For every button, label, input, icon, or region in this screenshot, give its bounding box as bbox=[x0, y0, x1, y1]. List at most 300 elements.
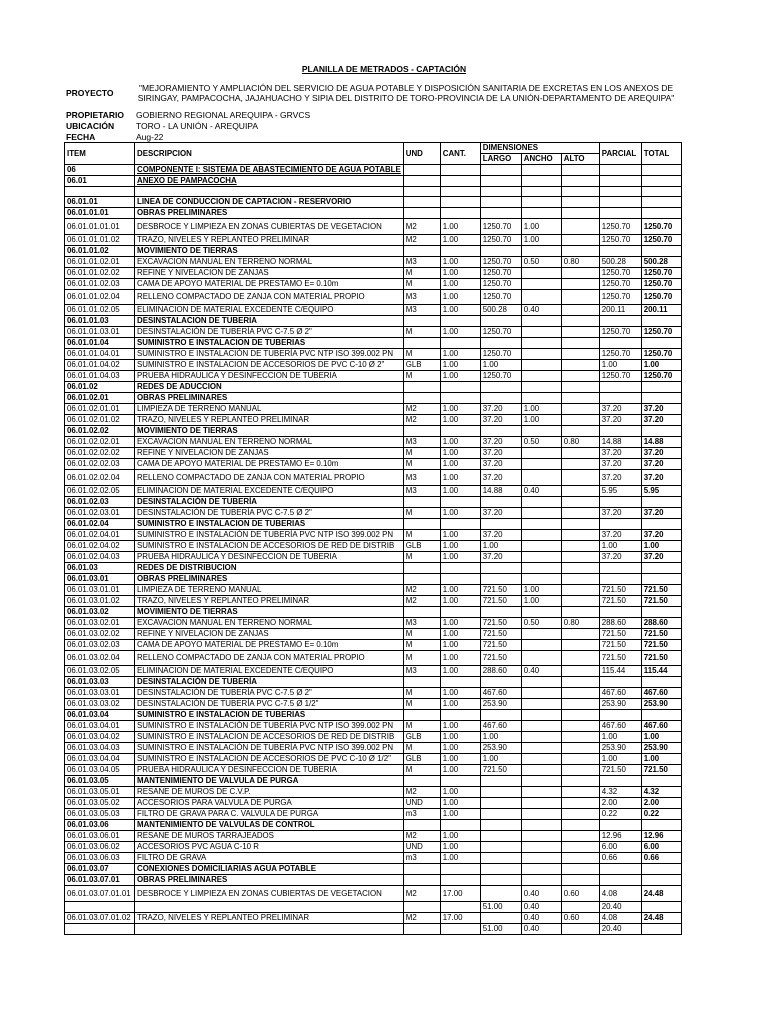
cell-parcial: 1.00 bbox=[599, 540, 641, 551]
cell-und: M2 bbox=[403, 886, 440, 902]
cell-total: 37.20 bbox=[641, 448, 681, 459]
cell-descripcion: RESANE DE MUROS DE C.V.P. bbox=[135, 787, 404, 798]
cell-ancho: 0.50 bbox=[521, 617, 561, 628]
cell-largo: 1.00 bbox=[480, 732, 521, 743]
cell-cant bbox=[440, 393, 480, 404]
cell-parcial bbox=[599, 606, 641, 617]
cell-parcial: 1250.70 bbox=[599, 371, 641, 382]
cell-ancho bbox=[521, 699, 561, 710]
cell-item: 06.01.02.02 bbox=[65, 426, 135, 437]
cell-alto bbox=[561, 197, 599, 208]
cell-cant: 1.00 bbox=[440, 371, 480, 382]
sheet-title: PLANILLA DE METRADOS - CAPTACIÓN bbox=[301, 64, 467, 74]
cell-cant bbox=[440, 573, 480, 584]
cell-largo bbox=[480, 875, 521, 886]
cell-und: M bbox=[403, 529, 440, 540]
cell-descripcion: ACCESORIOS PVC AGUA C-10 R bbox=[135, 842, 404, 853]
cell-parcial: 37.20 bbox=[599, 551, 641, 562]
cell-parcial bbox=[599, 208, 641, 219]
cell-und bbox=[403, 496, 440, 507]
cell-ancho bbox=[521, 639, 561, 650]
cell-largo: 1250.70 bbox=[480, 219, 521, 235]
cell-und: M bbox=[403, 349, 440, 360]
proyecto-line-2: SIRINGAY, PAMPACOCHA, JAJAHUACHO Y SIPIA DEL DISTRITO DE TORO-PROVINCIA DE LA UNIÓN-DEPARTAMENTO DE AREQUIPA" bbox=[137, 93, 675, 103]
cell-parcial: 37.20 bbox=[599, 404, 641, 415]
col-dimensiones: DIMENSIONES bbox=[480, 143, 599, 154]
cell-ancho bbox=[521, 732, 561, 743]
cell-item: 06.01.02.01.01 bbox=[65, 404, 135, 415]
cell-parcial: 721.50 bbox=[599, 650, 641, 666]
cell-parcial bbox=[599, 573, 641, 584]
cell-parcial: 37.20 bbox=[599, 470, 641, 486]
cell-item: 06.01.02.04 bbox=[65, 518, 135, 529]
cell-parcial: 4.32 bbox=[599, 787, 641, 798]
cell-item: 06.01.03.04.04 bbox=[65, 754, 135, 765]
cell-cant bbox=[440, 382, 480, 393]
cell-ancho bbox=[521, 349, 561, 360]
cell-parcial bbox=[599, 677, 641, 688]
cell-alto bbox=[561, 820, 599, 831]
cell-largo bbox=[480, 798, 521, 809]
cell-und: M bbox=[403, 448, 440, 459]
cell-item: 06.01.03.03.02 bbox=[65, 699, 135, 710]
cell-total: 200.11 bbox=[641, 305, 681, 316]
table-row bbox=[65, 562, 682, 573]
cell-und: M bbox=[403, 699, 440, 710]
table-row bbox=[65, 787, 682, 798]
cell-parcial: 721.50 bbox=[599, 628, 641, 639]
cell-ancho bbox=[521, 316, 561, 327]
cell-parcial: 0.66 bbox=[599, 853, 641, 864]
cell-largo: 500.28 bbox=[480, 305, 521, 316]
cell-ancho bbox=[521, 562, 561, 573]
cell-item: 06.01.03.04 bbox=[65, 710, 135, 721]
cell-largo: 37.20 bbox=[480, 529, 521, 540]
cell-item: 06.01.03.02.02 bbox=[65, 628, 135, 639]
cell-total bbox=[641, 776, 681, 787]
cell-cant bbox=[440, 316, 480, 327]
cell-cant: 1.00 bbox=[440, 584, 480, 595]
table-row bbox=[65, 338, 682, 349]
cell-descripcion: REFINE Y NIVELACION DE ZANJAS bbox=[135, 628, 404, 639]
cell-total: 37.20 bbox=[641, 470, 681, 486]
cell-parcial bbox=[599, 382, 641, 393]
cell-item: 06.01.03.06.01 bbox=[65, 831, 135, 842]
table-row bbox=[65, 820, 682, 831]
cell-item bbox=[65, 901, 135, 912]
cell-ancho: 0.40 bbox=[521, 886, 561, 902]
cell-largo bbox=[480, 316, 521, 327]
table-row bbox=[65, 245, 682, 256]
table-row bbox=[65, 289, 682, 305]
cell-alto bbox=[561, 278, 599, 289]
cell-alto bbox=[561, 677, 599, 688]
cell-ancho bbox=[521, 470, 561, 486]
cell-und bbox=[403, 518, 440, 529]
cell-und bbox=[403, 606, 440, 617]
table-body bbox=[65, 165, 682, 935]
col-cant: CANT. bbox=[440, 143, 480, 165]
cell-total: 288.60 bbox=[641, 617, 681, 628]
cell-total: 12.96 bbox=[641, 831, 681, 842]
cell-cant bbox=[440, 187, 480, 197]
cell-total bbox=[641, 710, 681, 721]
cell-parcial: 721.50 bbox=[599, 584, 641, 595]
cell-descripcion: RELLENO COMPACTADO DE ZANJA CON MATERIAL PROPIO bbox=[135, 470, 404, 486]
cell-largo: 721.50 bbox=[480, 650, 521, 666]
cell-item: 06.01.01.04 bbox=[65, 338, 135, 349]
cell-total bbox=[641, 165, 681, 176]
cell-total: 721.50 bbox=[641, 639, 681, 650]
cell-descripcion: TRAZO, NIVELES Y REPLANTEO PRELIMINAR bbox=[135, 234, 404, 245]
cell-ancho bbox=[521, 798, 561, 809]
cell-largo: 1250.70 bbox=[480, 327, 521, 338]
cell-cant bbox=[440, 562, 480, 573]
table-row bbox=[65, 176, 682, 187]
cell-ancho bbox=[521, 360, 561, 371]
cell-alto: 0.80 bbox=[561, 256, 599, 267]
cell-cant: 1.00 bbox=[440, 617, 480, 628]
cell-parcial: 1250.70 bbox=[599, 219, 641, 235]
cell-ancho bbox=[521, 529, 561, 540]
table-row bbox=[65, 316, 682, 327]
cell-und bbox=[403, 573, 440, 584]
cell-alto bbox=[561, 809, 599, 820]
table-row bbox=[65, 617, 682, 628]
cell-parcial bbox=[599, 187, 641, 197]
cell-largo: 51.00 bbox=[480, 923, 521, 934]
propietario-value: GOBIERNO REGIONAL AREQUIPA - GRVCS bbox=[136, 110, 311, 120]
cell-total: 467.60 bbox=[641, 688, 681, 699]
cell-item: 06.01.02.01 bbox=[65, 393, 135, 404]
cell-alto bbox=[561, 606, 599, 617]
cell-cant bbox=[440, 776, 480, 787]
cell-parcial bbox=[599, 864, 641, 875]
cell-cant: 1.00 bbox=[440, 551, 480, 562]
cell-parcial: 1250.70 bbox=[599, 327, 641, 338]
cell-item: 06.01.03.04.05 bbox=[65, 765, 135, 776]
fecha-value: Aug-22 bbox=[136, 132, 164, 142]
cell-alto bbox=[561, 267, 599, 278]
cell-parcial: 721.50 bbox=[599, 765, 641, 776]
cell-largo: 288.60 bbox=[480, 666, 521, 677]
cell-und: M2 bbox=[403, 404, 440, 415]
cell-descripcion: ANEXO DE PAMPACOCHA bbox=[135, 176, 404, 187]
cell-alto bbox=[561, 485, 599, 496]
cell-ancho: 1.00 bbox=[521, 595, 561, 606]
cell-ancho: 0.40 bbox=[521, 305, 561, 316]
cell-largo: 1250.70 bbox=[480, 267, 521, 278]
cell-alto bbox=[561, 470, 599, 486]
cell-ancho bbox=[521, 327, 561, 338]
cell-largo bbox=[480, 518, 521, 529]
cell-und: GLB bbox=[403, 754, 440, 765]
cell-alto bbox=[561, 551, 599, 562]
cell-largo: 1250.70 bbox=[480, 289, 521, 305]
table-row bbox=[65, 426, 682, 437]
table-row bbox=[65, 393, 682, 404]
cell-total bbox=[641, 573, 681, 584]
cell-und bbox=[403, 382, 440, 393]
cell-cant: 1.00 bbox=[440, 787, 480, 798]
ubicacion-value: TORO - LA UNIÓN - AREQUIPA bbox=[136, 121, 259, 131]
cell-descripcion: RELLENO COMPACTADO DE ZANJA CON MATERIAL PROPIO bbox=[135, 289, 404, 305]
cell-alto bbox=[561, 595, 599, 606]
cell-alto bbox=[561, 798, 599, 809]
cell-und: M2 bbox=[403, 234, 440, 245]
cell-parcial: 253.90 bbox=[599, 743, 641, 754]
cell-alto: 0.80 bbox=[561, 617, 599, 628]
cell-alto bbox=[561, 875, 599, 886]
cell-item: 06.01.02.04.02 bbox=[65, 540, 135, 551]
cell-item: 06.01.02.02.01 bbox=[65, 437, 135, 448]
cell-descripcion: OBRAS PRELIMINARES bbox=[135, 208, 404, 219]
cell-largo bbox=[480, 496, 521, 507]
cell-largo bbox=[480, 886, 521, 902]
cell-ancho bbox=[521, 459, 561, 470]
table-row bbox=[65, 765, 682, 776]
cell-largo: 253.90 bbox=[480, 743, 521, 754]
cell-parcial bbox=[599, 245, 641, 256]
cell-item: 06.01.03.05 bbox=[65, 776, 135, 787]
cell-parcial: 37.20 bbox=[599, 507, 641, 518]
cell-largo bbox=[480, 677, 521, 688]
cell-cant bbox=[440, 864, 480, 875]
cell-total: 37.20 bbox=[641, 529, 681, 540]
cell-ancho bbox=[521, 197, 561, 208]
table-row bbox=[65, 437, 682, 448]
cell-ancho bbox=[521, 393, 561, 404]
cell-item bbox=[65, 187, 135, 197]
table-row bbox=[65, 507, 682, 518]
col-und: UND bbox=[403, 143, 440, 165]
cell-und bbox=[403, 875, 440, 886]
cell-alto bbox=[561, 393, 599, 404]
cell-descripcion: CAMA DE APOYO MATERIAL DE PRESTAMO E= 0.10m bbox=[135, 278, 404, 289]
table-row bbox=[65, 886, 682, 902]
cell-item: 06.01.03.07 bbox=[65, 864, 135, 875]
cell-descripcion: MANTENIMIENTO DE VALVULAS DE CONTROL bbox=[135, 820, 404, 831]
table-row bbox=[65, 923, 682, 934]
table-row bbox=[65, 842, 682, 853]
cell-item: 06.01.01.03 bbox=[65, 316, 135, 327]
table-row bbox=[65, 371, 682, 382]
cell-total: 253.90 bbox=[641, 743, 681, 754]
cell-descripcion: EXCAVACION MANUAL EN TERRENO NORMAL bbox=[135, 256, 404, 267]
cell-alto bbox=[561, 628, 599, 639]
cell-total bbox=[641, 208, 681, 219]
cell-parcial bbox=[599, 875, 641, 886]
cell-alto bbox=[561, 187, 599, 197]
cell-und bbox=[403, 316, 440, 327]
cell-item: 06.01.03.02.04 bbox=[65, 650, 135, 666]
cell-alto bbox=[561, 349, 599, 360]
cell-ancho bbox=[521, 371, 561, 382]
cell-item: 06.01.01.02.04 bbox=[65, 289, 135, 305]
cell-parcial: 1.00 bbox=[599, 732, 641, 743]
cell-largo: 37.20 bbox=[480, 437, 521, 448]
table-row bbox=[65, 853, 682, 864]
cell-item: 06.01.03.01.01 bbox=[65, 584, 135, 595]
cell-und: M2 bbox=[403, 912, 440, 923]
cell-parcial: 4.08 bbox=[599, 912, 641, 923]
cell-largo bbox=[480, 573, 521, 584]
cell-item: 06.01.03.05.03 bbox=[65, 809, 135, 820]
cell-parcial: 288.60 bbox=[599, 617, 641, 628]
table-row bbox=[65, 360, 682, 371]
cell-cant: 1.00 bbox=[440, 234, 480, 245]
cell-und bbox=[403, 923, 440, 934]
table-row bbox=[65, 628, 682, 639]
cell-item: 06.01.03.04.02 bbox=[65, 732, 135, 743]
cell-cant bbox=[440, 820, 480, 831]
table-row bbox=[65, 470, 682, 486]
cell-total bbox=[641, 197, 681, 208]
cell-descripcion: SUMINISTRO E INSTALACION DE ACCESORIOS DE RED DE DISTRIB bbox=[135, 732, 404, 743]
cell-alto bbox=[561, 721, 599, 732]
cell-cant: 1.00 bbox=[440, 289, 480, 305]
cell-ancho bbox=[521, 710, 561, 721]
cell-descripcion: MOVIMIENTO DE TIERRAS bbox=[135, 245, 404, 256]
cell-ancho bbox=[521, 496, 561, 507]
cell-und: M bbox=[403, 327, 440, 338]
cell-item: 06.01.02.03 bbox=[65, 496, 135, 507]
cell-total: 1.00 bbox=[641, 754, 681, 765]
cell-descripcion: ELIMINACION DE MATERIAL EXCEDENTE C/EQUIPO bbox=[135, 485, 404, 496]
table-row bbox=[65, 606, 682, 617]
cell-parcial: 1250.70 bbox=[599, 278, 641, 289]
cell-item: 06.01.03.02.03 bbox=[65, 639, 135, 650]
cell-descripcion: DESINSTALACIÓN DE TUBERÍA bbox=[135, 677, 404, 688]
table-row bbox=[65, 448, 682, 459]
cell-largo: 14.88 bbox=[480, 485, 521, 496]
cell-total bbox=[641, 518, 681, 529]
cell-und: M bbox=[403, 278, 440, 289]
cell-und: M bbox=[403, 267, 440, 278]
cell-und bbox=[403, 393, 440, 404]
cell-cant: 17.00 bbox=[440, 912, 480, 923]
cell-total bbox=[641, 338, 681, 349]
cell-und: M2 bbox=[403, 787, 440, 798]
cell-alto bbox=[561, 853, 599, 864]
table-row bbox=[65, 540, 682, 551]
cell-und: UND bbox=[403, 842, 440, 853]
cell-cant: 1.00 bbox=[440, 721, 480, 732]
cell-total: 1250.70 bbox=[641, 267, 681, 278]
cell-largo: 721.50 bbox=[480, 765, 521, 776]
table-row bbox=[65, 305, 682, 316]
col-largo: LARGO bbox=[480, 154, 521, 165]
cell-item: 06.01.03.05.01 bbox=[65, 787, 135, 798]
cell-descripcion: TRAZO, NIVELES Y REPLANTEO PRELIMINAR bbox=[135, 415, 404, 426]
cell-alto bbox=[561, 639, 599, 650]
cell-alto bbox=[561, 584, 599, 595]
cell-total: 1250.70 bbox=[641, 371, 681, 382]
cell-descripcion: MOVIMIENTO DE TIERRAS bbox=[135, 606, 404, 617]
cell-alto bbox=[561, 219, 599, 235]
cell-total: 14.88 bbox=[641, 437, 681, 448]
cell-und: M2 bbox=[403, 595, 440, 606]
cell-largo bbox=[480, 710, 521, 721]
cell-total: 1250.70 bbox=[641, 234, 681, 245]
cell-cant: 1.00 bbox=[440, 765, 480, 776]
table-row bbox=[65, 327, 682, 338]
cell-ancho bbox=[521, 820, 561, 831]
cell-und bbox=[403, 187, 440, 197]
cell-parcial: 6.00 bbox=[599, 842, 641, 853]
cell-parcial: 467.60 bbox=[599, 721, 641, 732]
cell-largo: 1.00 bbox=[480, 754, 521, 765]
cell-total: 4.32 bbox=[641, 787, 681, 798]
table-row bbox=[65, 197, 682, 208]
cell-ancho: 0.40 bbox=[521, 923, 561, 934]
cell-ancho: 0.50 bbox=[521, 437, 561, 448]
cell-item: 06.01.01.04.02 bbox=[65, 360, 135, 371]
cell-largo bbox=[480, 245, 521, 256]
cell-item: 06.01.01.02.01 bbox=[65, 256, 135, 267]
cell-cant: 1.00 bbox=[440, 639, 480, 650]
table-row bbox=[65, 677, 682, 688]
cell-cant: 1.00 bbox=[440, 267, 480, 278]
cell-item: 06.01.03.02.01 bbox=[65, 617, 135, 628]
cell-cant: 1.00 bbox=[440, 507, 480, 518]
cell-largo: 37.20 bbox=[480, 507, 521, 518]
cell-largo: 1250.70 bbox=[480, 256, 521, 267]
cell-largo bbox=[480, 787, 521, 798]
cell-und: M bbox=[403, 459, 440, 470]
cell-parcial: 1.00 bbox=[599, 754, 641, 765]
cell-und: M3 bbox=[403, 289, 440, 305]
cell-ancho bbox=[521, 842, 561, 853]
table-row bbox=[65, 382, 682, 393]
cell-cant: 1.00 bbox=[440, 831, 480, 842]
cell-alto bbox=[561, 787, 599, 798]
cell-alto bbox=[561, 529, 599, 540]
cell-cant: 1.00 bbox=[440, 754, 480, 765]
cell-ancho bbox=[521, 289, 561, 305]
cell-total: 1250.70 bbox=[641, 219, 681, 235]
cell-descripcion: LIMPIEZA DE TERRENO MANUAL bbox=[135, 404, 404, 415]
cell-und: M bbox=[403, 628, 440, 639]
cell-cant: 1.00 bbox=[440, 798, 480, 809]
table-row bbox=[65, 831, 682, 842]
cell-descripcion: ELIMINACION DE MATERIAL EXCEDENTE C/EQUIPO bbox=[135, 666, 404, 677]
cell-largo bbox=[480, 912, 521, 923]
cell-largo bbox=[480, 176, 521, 187]
cell-total bbox=[641, 187, 681, 197]
cell-parcial: 1250.70 bbox=[599, 267, 641, 278]
cell-parcial bbox=[599, 316, 641, 327]
cell-und: M3 bbox=[403, 666, 440, 677]
cell-ancho: 1.00 bbox=[521, 404, 561, 415]
cell-alto bbox=[561, 518, 599, 529]
cell-descripcion: CAMA DE APOYO MATERIAL DE PRESTAMO E= 0.10m bbox=[135, 459, 404, 470]
cell-und: M bbox=[403, 688, 440, 699]
cell-largo: 253.90 bbox=[480, 699, 521, 710]
cell-total bbox=[641, 176, 681, 187]
cell-cant bbox=[440, 923, 480, 934]
cell-und: M bbox=[403, 507, 440, 518]
cell-alto bbox=[561, 666, 599, 677]
cell-descripcion: MOVIMIENTO DE TIERRAS bbox=[135, 426, 404, 437]
table-row bbox=[65, 187, 682, 197]
ubicacion-label: UBICACIÓN bbox=[66, 121, 115, 131]
cell-descripcion: SUMINISTRO E INSTALACION DE TUBERIAS bbox=[135, 518, 404, 529]
cell-und: M2 bbox=[403, 584, 440, 595]
cell-ancho: 0.50 bbox=[521, 256, 561, 267]
cell-descripcion: CONEXIONES DOMICILIARIAS AGUA POTABLE bbox=[135, 864, 404, 875]
cell-cant: 1.00 bbox=[440, 327, 480, 338]
